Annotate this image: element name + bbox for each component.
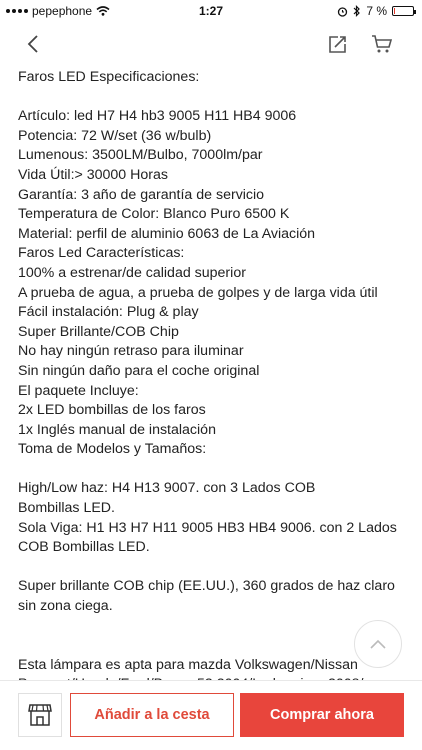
- description-line: Lumenous: 3500LM/Bulbo, 7000lm/par: [18, 147, 263, 164]
- description-line: Potencia: 72 W/set (36 w/bulb): [18, 127, 212, 144]
- blank-line: [18, 636, 410, 656]
- blank-line: [18, 558, 410, 578]
- add-to-cart-button[interactable]: Añadir a la cesta: [70, 693, 234, 737]
- blank-line: [18, 617, 410, 637]
- nav-bar: [0, 22, 422, 66]
- description-line: High/Low haz: H4 H13 9007. con 3 Lados COB: [18, 480, 316, 497]
- description-line: Faros LED Especificaciones:: [18, 69, 200, 85]
- description-line: Faros Led Características:: [18, 245, 185, 262]
- carrier-name: pepephone: [32, 4, 93, 18]
- battery-icon: [392, 6, 414, 16]
- description-line: Artículo: led H7 H4 hb3 9005 H11 HB4 9006: [18, 108, 297, 125]
- description-line: 1x Inglés manual de instalación: [18, 421, 216, 438]
- store-icon: [27, 703, 53, 727]
- share-icon[interactable]: [326, 32, 350, 56]
- bottom-action-bar: [0, 680, 422, 750]
- description-line: Garantía: 3 año de garantía de servicio: [18, 186, 265, 203]
- battery-level: [394, 8, 395, 14]
- description-line: Sola Viga: H1 H3 H7 H11 9005 HB3 HB4 9006. con 2 Lados: [18, 519, 397, 536]
- blank-line: [18, 460, 410, 480]
- description-line: Temperatura de Color: Blanco Puro 6500 K: [18, 206, 290, 223]
- description-line: Fácil instalación: Plug & play: [18, 304, 199, 321]
- scroll-to-top-button[interactable]: [354, 620, 402, 668]
- status-bar: [0, 0, 422, 22]
- description-line: COB Bombillas LED.: [18, 539, 150, 556]
- description-line: Sin ningún daño para el coche original: [18, 362, 260, 379]
- chevron-left-icon[interactable]: [22, 32, 46, 56]
- description-line: Super brillante COB chip (EE.UU.), 360 grados de haz claro: [18, 578, 395, 595]
- description-line: 2x LED bombillas de los faros: [18, 402, 206, 419]
- bluetooth-icon: [353, 5, 361, 17]
- product-description: [18, 68, 410, 680]
- description-line: No hay ningún retraso para iluminar: [18, 343, 244, 360]
- status-time: 1:27: [198, 4, 224, 18]
- description-line: A prueba de agua, a prueba de golpes y de larga vida útil: [18, 284, 378, 301]
- description-line: Vida Útil:> 30000 Horas: [18, 166, 168, 183]
- description-line: Bombillas LED.: [18, 500, 115, 517]
- description-line: Material: perfil de aluminio 6063 de La Aviación: [18, 225, 316, 242]
- blank-line: [18, 88, 410, 108]
- description-line: Esta lámpara es apta para mazda Volkswagen/Nissan: [18, 656, 358, 673]
- buy-now-button[interactable]: Comprar ahora: [240, 693, 404, 737]
- battery-percent: 7 %: [366, 4, 387, 18]
- cart-icon[interactable]: [370, 32, 394, 56]
- description-line: Toma de Modelos y Tamaños:: [18, 441, 207, 458]
- description-line: El paquete Incluye:: [18, 382, 139, 399]
- description-line: 100% a estrenar/de calidad superior: [18, 264, 246, 281]
- store-button[interactable]: [18, 693, 62, 737]
- alarm-icon: [337, 6, 348, 17]
- status-right: [337, 4, 414, 18]
- chevron-up-icon: [369, 638, 387, 650]
- description-line: sin zona ciega.: [18, 598, 113, 615]
- description-line: Super Brillante/COB Chip: [18, 323, 179, 340]
